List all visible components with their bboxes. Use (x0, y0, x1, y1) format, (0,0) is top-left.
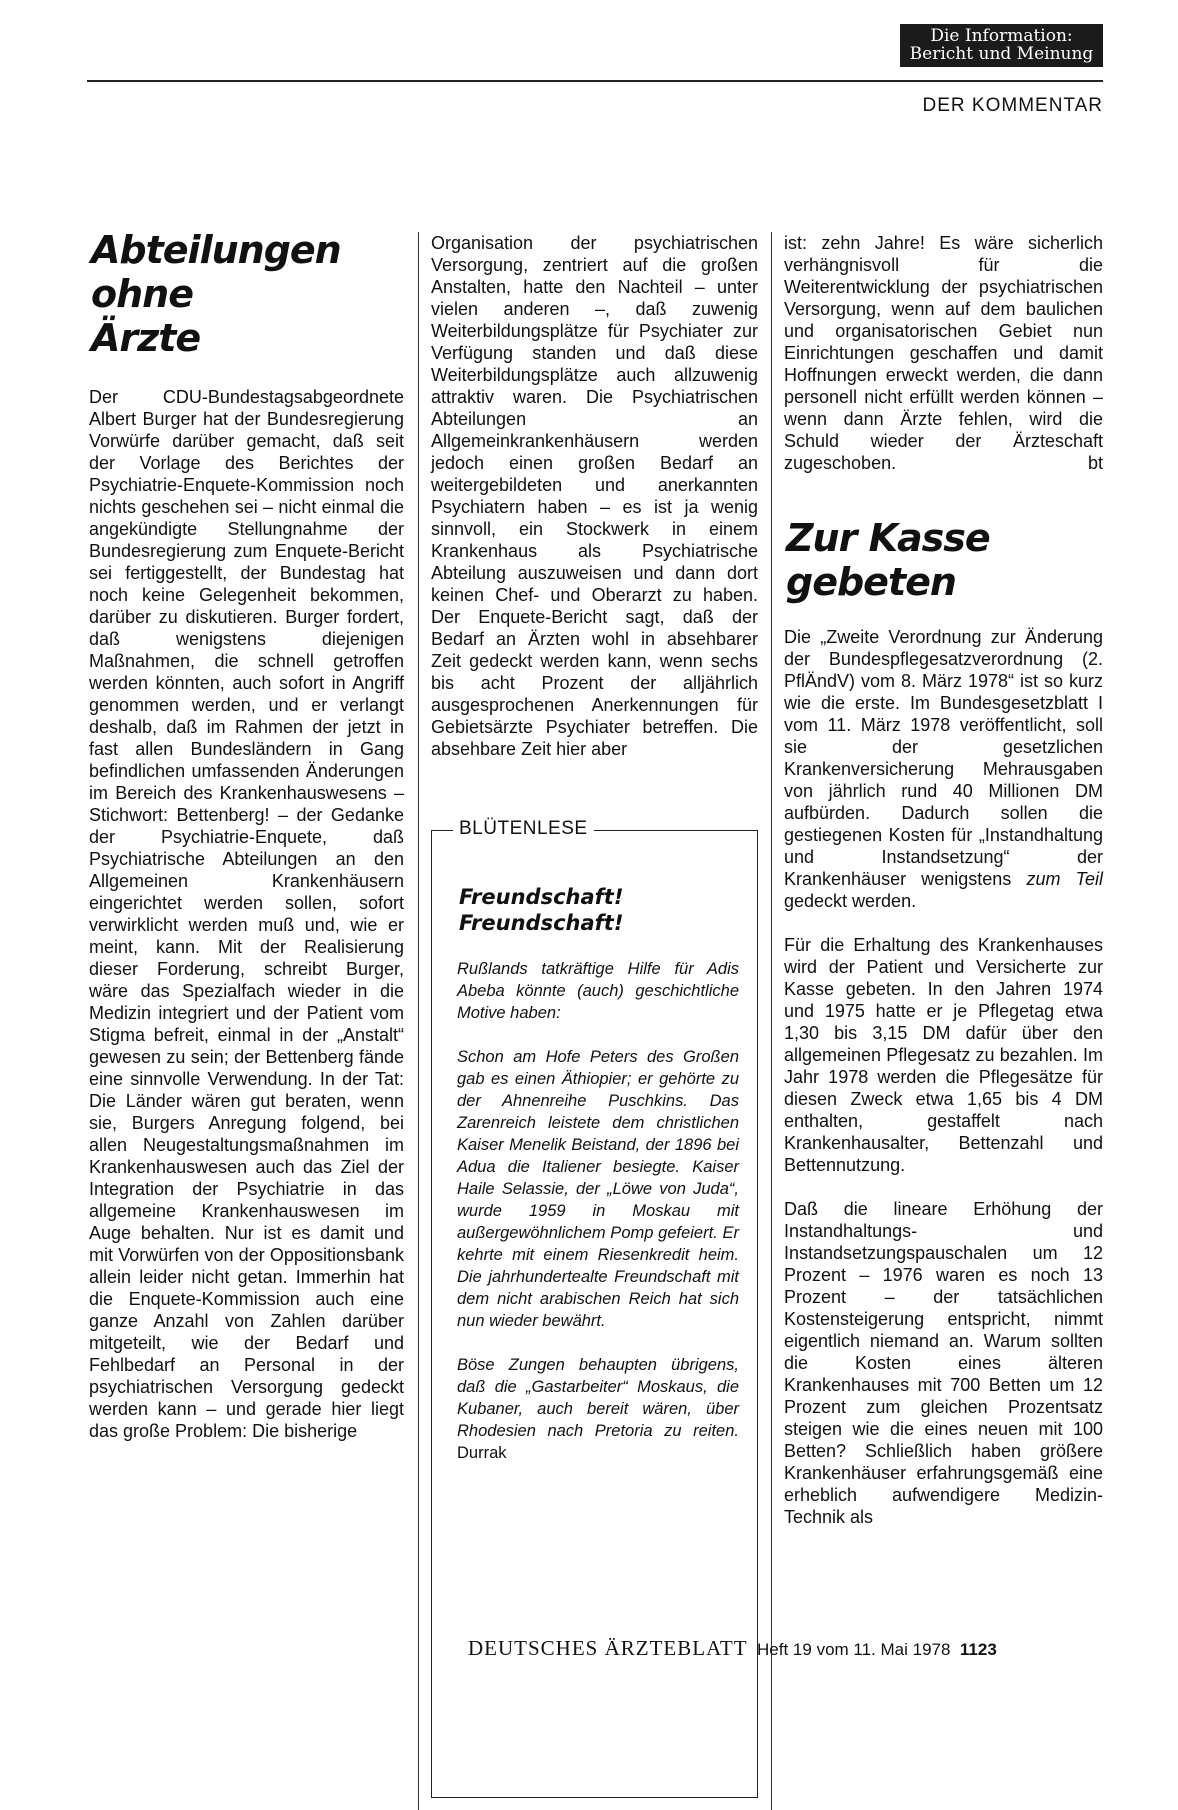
article2-p1-emphasis: zum Teil (1026, 869, 1103, 889)
sidebar-p3-text: Böse Zungen behaupten übrigens, daß die „Gastarbeiter“ Moskaus, die Kubaner, auch bereit wären, über Rhodesien nach Pretoria zu reiten. (457, 1356, 739, 1440)
column-divider-right (771, 232, 772, 1810)
article1-author: bt (1087, 453, 1103, 473)
article2-p1-part2: gedeckt werden. (784, 891, 917, 911)
sidebar-paragraph3 (457, 1354, 739, 1464)
column-divider-left (418, 232, 419, 1810)
section-label-line1: Die Information: (930, 26, 1073, 46)
article1-col1-text: Der CDU-Bundestagsabgeordnete Albert Burger hat der Bundesregierung Vorwürfe darüber gemacht, daß seit der Vorlage des Berichtes der Psychiatrie-Enquete-Kommission noch nichts geschehen sei – nicht einmal die angekündigte Stellungnahme der Bundesregierung zum Enquete-Bericht sei fertiggestellt, der Bundestag hat noch keine Gelegenheit bekommen, darüber zu diskutieren. Burger fordert, daß wenigstens diejenigen Maßnahmen, die schnell getroffen werden könnten, auch sofort in Angriff genommen werden, und er verlangt deshalb, daß im Rahmen der jetzt in fast allen Bundesländern in Gang befindlichen umfassenden Änderungen im Bereich des Krankenhauswesens – Stichwort: Bettenberg! – der Gedanke der Psychiatrie-Enquete, daß Psychiatrische Abteilungen an den Allgemeinen Krankenhäusern eingerichtet werden sollen, sofort verwirklicht werden muß und, wie er meint, kann. Mit der Realisierung dieser Forderung, schreibt Burger, wäre das Spezialfach wieder in die Medizin integriert und der Patient vom Stigma befreit, einmal in der „Anstalt“ gewesen zu sein; der Bettenberg fände eine sinnvolle Verwendung. In der Tat: Die Länder wären gut beraten, wenn sie, Burgers Anregung folgend, bei allen Neugestaltungsmaßnahmen im Krankenhauswesen auch das Ziel der Integration der Psychiatrie in das allgemeine Krankenhauswesen im Auge behalten. Nur ist es damit und mit Vorwürfen von der Oppositionsbank allein leider nicht getan. Immerhin hat die Enquete-Kommission auch eine ganze Anzahl von Zahlen darüber mitgeteilt, wie der Bedarf und Fehlbedarf an Personal in der psychiatrischen Versorgung gedeckt werden kann – und gerade hier liegt das große Problem: Die bisherige (89, 387, 404, 1441)
article2-paragraph1 (784, 626, 1103, 912)
article1-column2 (431, 232, 758, 760)
article2-body (784, 626, 1103, 1528)
article1-column3 (784, 232, 1103, 474)
sidebar-author: Durrak (457, 1444, 507, 1462)
section-label-line2: Bericht und Meinung (909, 44, 1094, 64)
section-label (900, 24, 1103, 67)
article1-title-line2: ohne (91, 272, 193, 316)
sidebar-title (459, 884, 739, 936)
footer-page-number: 1123 (959, 1640, 997, 1659)
sidebar-paragraph2: Schon am Hofe Peters des Großen gab es einen Äthiopier; er gehörte zu der Ahnenreihe Puschkins. Das Zarenreich leistete dem christlichen Kaiser Menelik Beistand, der 1896 bei Adua die Italiener besiegte. Kaiser Haile Selassie, der „Löwe von Juda“, wurde 1959 in Moskau mit außergewöhnlichem Pomp gefeiert. Er kehrte mit einem Riesenkredit heim. Die jahrhundertealte Freundschaft mit dem nicht arabischen Reich hat sich nun wieder bewährt. (457, 1048, 739, 1330)
article1-title-line1: Abteilungen (91, 228, 341, 272)
sidebar-text (457, 958, 739, 1464)
article2-title-line2: gebeten (786, 560, 956, 604)
article2-title (786, 516, 990, 604)
article1-col2-text: Organisation der psychiatrischen Versorgung, zentriert auf die großen Anstalten, hatte den Nachteil – unter vielen anderen –, daß zuwenig Weiterbildungsplätze für Psychiater zur Verfügung standen und daß diese Weiterbildungsplätze auch allzuwenig attraktiv waren. Die Psychiatrischen Abteilungen an Allgemeinkrankenhäusern werden jedoch einen großen Bedarf an weitergebildeten und anerkannten Psychiatern haben – es ist ja wenig sinnvoll, ein Stockwerk in einem Krankenhaus als Psychiatrische Abteilung auszuweisen und dann dort keinen Chef- und Oberarzt zu haben. Der Enquete-Bericht sagt, daß der Bedarf an Ärzten wohl in absehbarer Zeit gedeckt werden kann, wenn sechs bis acht Prozent der alljährlich ausgesprochenen Anerkennungen für Gebietsärzte Psychiater betreffen. Die absehbare Zeit hier aber (431, 233, 758, 759)
header-rule (87, 80, 1103, 82)
article2-p1-part1: Die „Zweite Verordnung zur Änderung der Bundespflegesatzverordnung (2. PflÄndV) vom 8. März 1978“ ist so kurz wie die erste. Im Bundesgesetzblatt I vom 11. März 1978 veröffentlicht, soll sie der gesetzlichen Krankenversicherung Mehrausgaben von jährlich rund 40 Millionen DM aufbürden. Dadurch sollen die gestiegenen Kosten für „Instandhaltung und Instandsetzung“ der Krankenhäuser wenigstens (784, 627, 1103, 889)
article2-title-line1: Zur Kasse (786, 516, 990, 560)
article1-title (91, 228, 341, 360)
sidebar-paragraph1: Rußlands tatkräftige Hilfe für Adis Abeba könnte (auch) geschichtliche Motive haben: (457, 960, 739, 1022)
sidebar-title-line1: Freundschaft! (459, 885, 624, 909)
article1-title-line3: Ärzte (91, 316, 201, 360)
article2-paragraph2: Für die Erhaltung des Krankenhauses wird der Patient und Versicherte zur Kasse gebeten. In den Jahren 1974 und 1975 hatte er je Pflegetag etwa 1,30 bis 3,15 DM dafür über den allgemeinen Pflegesatz zu bezahlen. Im Jahr 1978 werden die Pflegesätze für diesen Zweck etwa 1,65 bis 4 DM enthalten, gestaffelt nach Krankenhausalter, Bettenzahl und Bettennutzung. (784, 935, 1103, 1175)
page-footer (468, 1636, 997, 1661)
sidebar-title-line2: Freundschaft! (459, 911, 624, 935)
sidebar-label: BLÜTENLESE (453, 818, 594, 840)
article1-col3-body: ist: zehn Jahre! Es wäre sicherlich verhängnisvoll für die Weiterentwicklung der psychiatrischen Versorgung, wenn auf dem baulichen und organisatorischen Gebiet nun Einrichtungen geschaffen und damit Hoffnungen erweckt werden, die dann personell nicht erfüllt werden können – wenn dann Ärzte fehlen, wird die Schuld wieder der Ärzteschaft zugeschoben. (784, 233, 1103, 473)
article2-paragraph3: Daß die lineare Erhöhung der Instandhaltungs- und Instandsetzungspauschalen um 12 Prozent – 1976 waren es noch 13 Prozent – der tatsächlichen Kostensteigerung entspricht, nimmt eigentlich niemand an. Warum sollten die Kosten eines älteren Krankenhauses mit 700 Betten um 12 Prozent zum gleichen Prozentsatz steigen wie die eines neuen mit 100 Betten? Schließlich haben größere Krankenhäuser erfahrungsgemäß eine erheblich aufwendigere Medizin-Technik als (784, 1199, 1103, 1527)
footer-issue: Heft 19 vom 11. Mai 1978 (757, 1640, 951, 1659)
article1-col3-text (784, 232, 1103, 474)
footer-journal: DEUTSCHES ÄRZTEBLATT (468, 1636, 748, 1660)
article1-column1 (89, 386, 404, 1442)
category-label: DER KOMMENTAR (922, 95, 1103, 116)
